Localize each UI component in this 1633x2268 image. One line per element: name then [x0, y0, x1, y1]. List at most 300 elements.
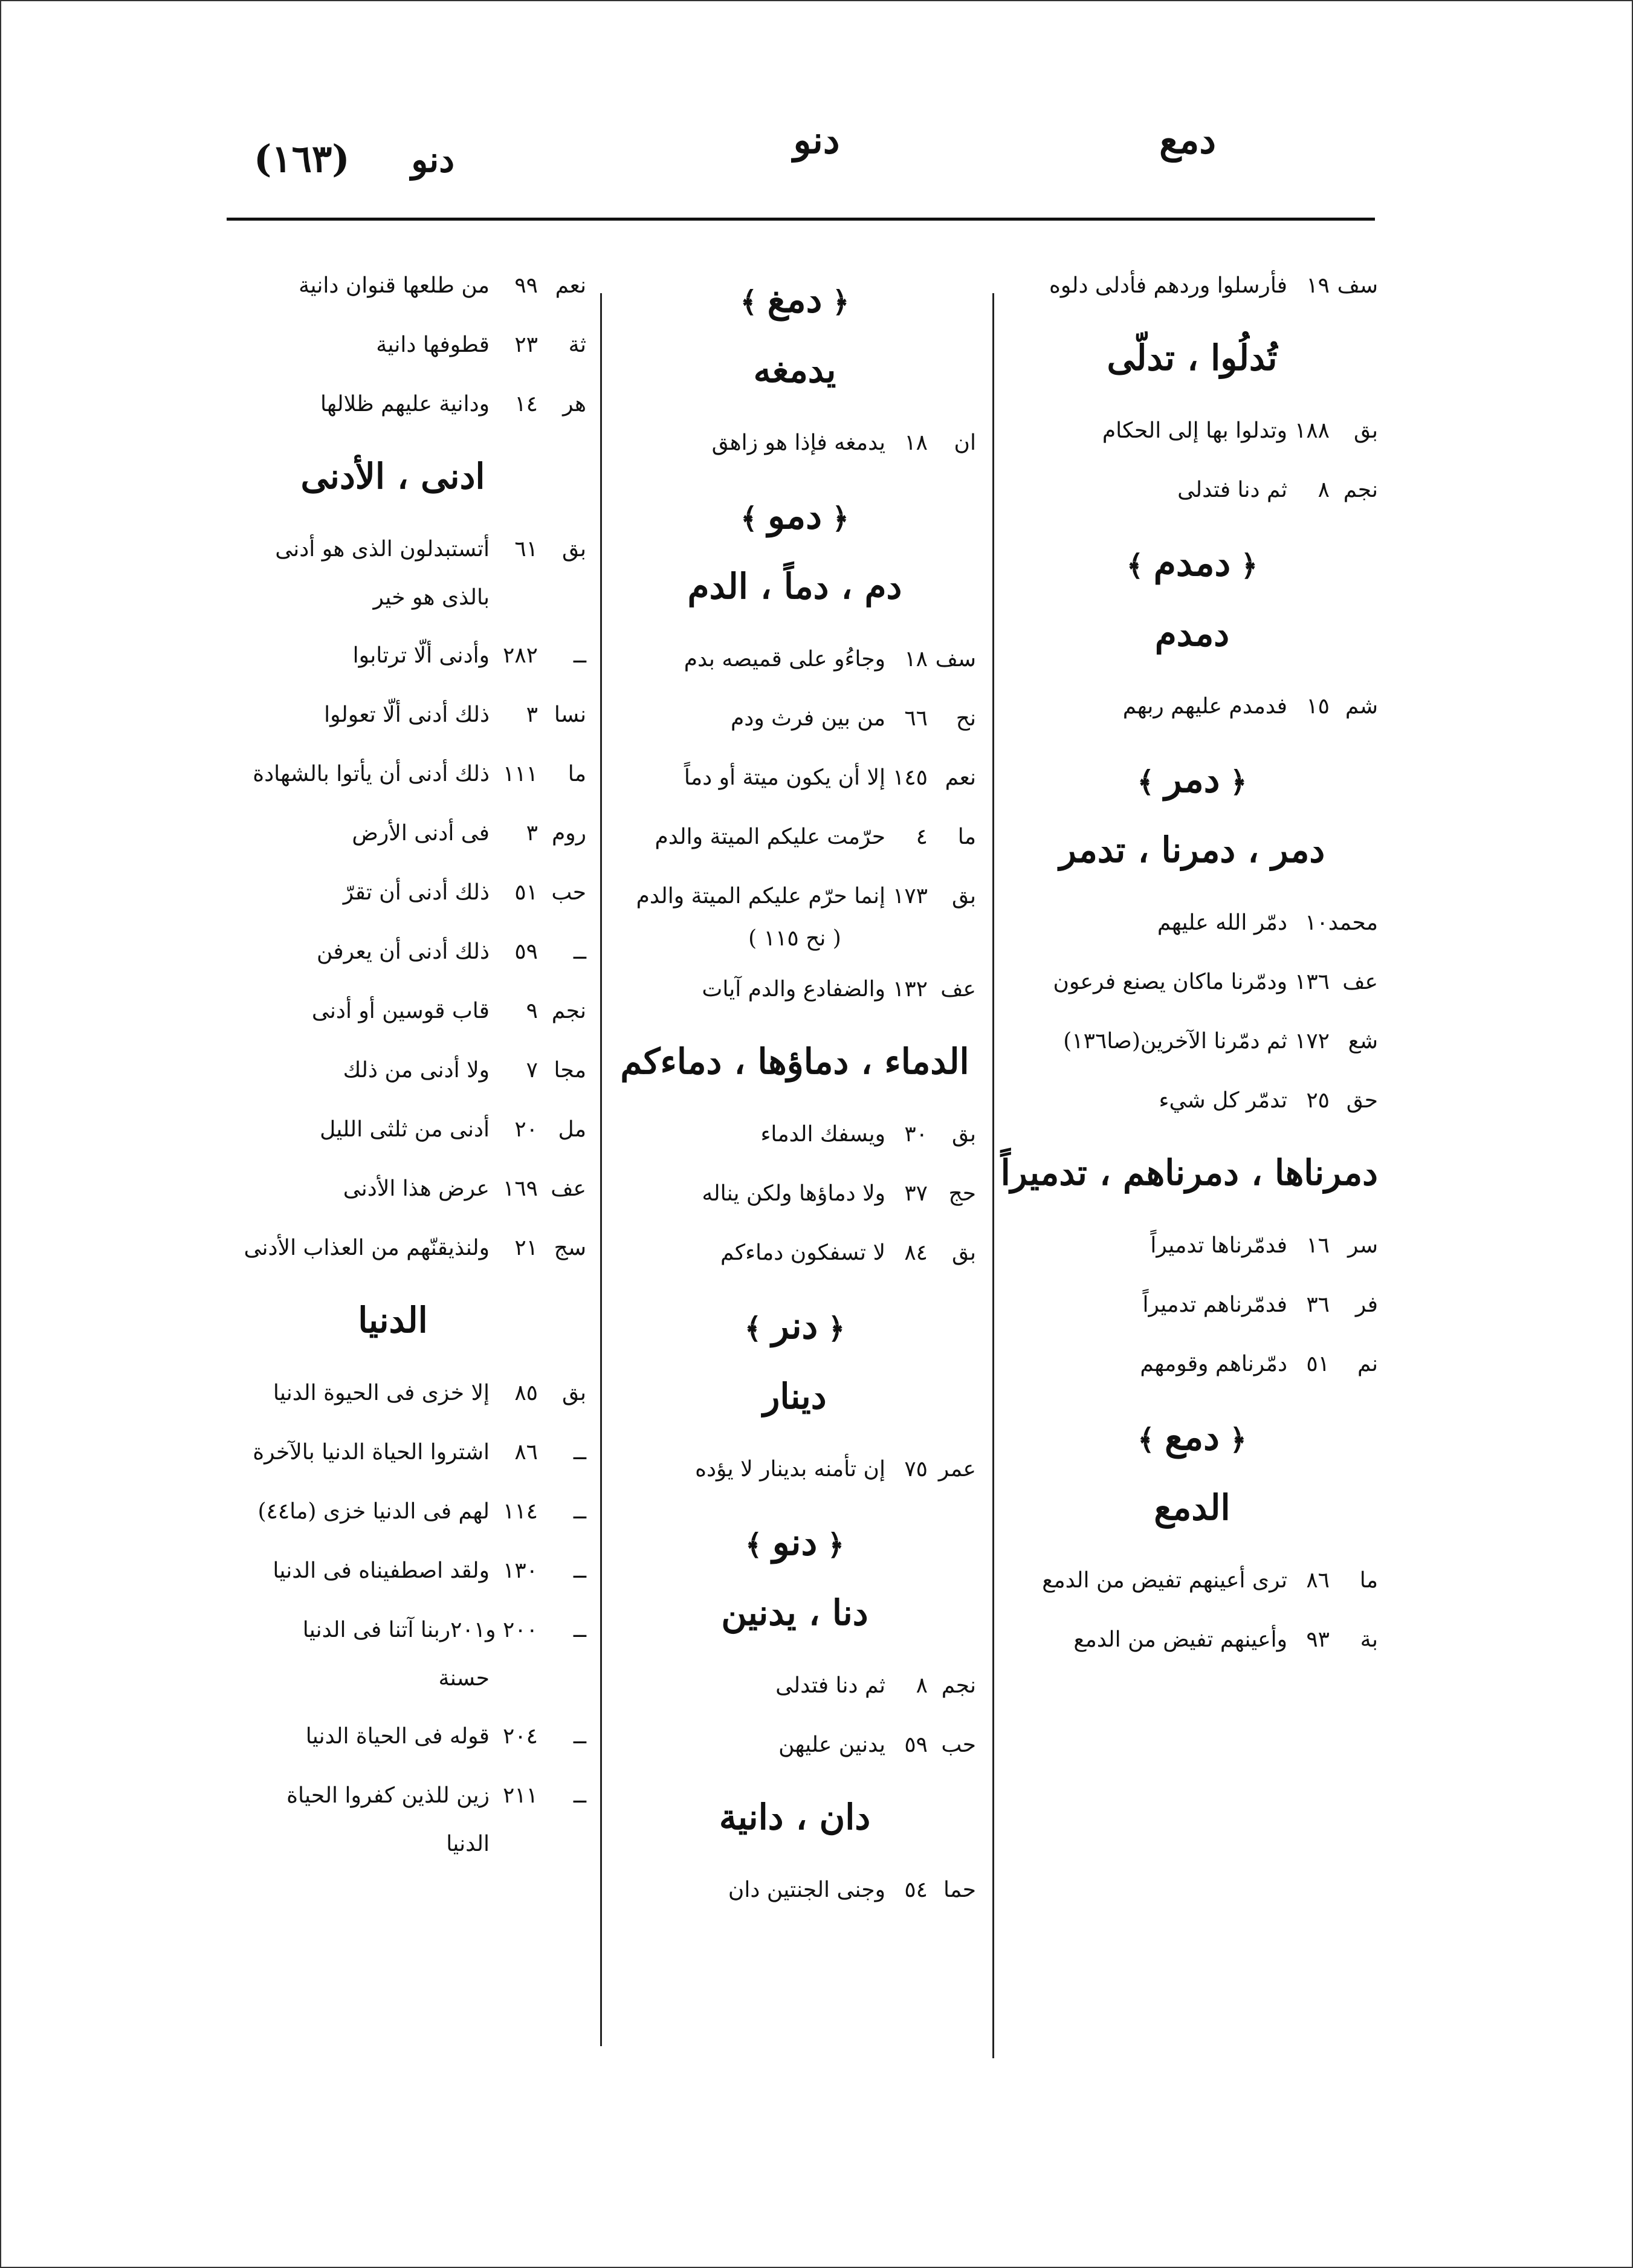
verse-number: ٨٤	[904, 1240, 928, 1265]
root-text: دنو	[772, 1521, 818, 1564]
sura-abbrev: ما	[957, 825, 976, 849]
verse-reference	[1287, 1293, 1378, 1317]
sura-abbrev: ــ	[573, 1724, 586, 1749]
verse-number: ١٣٢	[892, 977, 928, 1002]
verse-number: ٢١١	[502, 1783, 538, 1808]
root-text: دمدم	[1153, 542, 1231, 585]
concordance-entry	[199, 1424, 586, 1483]
verse-reference	[490, 1236, 586, 1260]
ornament-icon: ﴾	[744, 1312, 772, 1346]
verse-number: ٥١	[1306, 1352, 1330, 1376]
verse-number: ٥١	[514, 880, 538, 905]
verse-text: إنما حرّم عليكم الميتة والدم	[636, 884, 885, 909]
verse-text: فدمدم عليهم ربهم	[1122, 694, 1287, 719]
verse-number: ٢٠٠ و٢٠١	[450, 1618, 538, 1642]
root-text: دنر	[771, 1305, 818, 1347]
concordance-entry	[613, 1165, 976, 1224]
concordance-entry	[1006, 1217, 1378, 1276]
verse-reference	[490, 703, 586, 727]
verse-text: فأرسلوا وردهم فأدلى دلوه	[1049, 273, 1287, 298]
verse-number: ٣	[526, 821, 538, 846]
ornament-icon: ﴿	[1219, 1423, 1247, 1457]
concordance-entry	[613, 1224, 976, 1283]
root-heading	[1006, 1411, 1378, 1466]
word-heading: دم ، دماً ، الدم	[687, 566, 902, 607]
verse-text: ذلك أدنى أن تقرّ	[343, 880, 490, 905]
concordance-entry	[1006, 678, 1378, 737]
word-heading: الدنيا	[358, 1300, 428, 1341]
sura-abbrev: ــ	[573, 1558, 586, 1583]
verse-text: ولقد اصطفيناه فى الدنيا	[273, 1558, 490, 1583]
concordance-entry	[199, 805, 586, 864]
concordance-entry	[199, 316, 586, 375]
verse-reference	[885, 1123, 976, 1147]
verse-number: ١٣٠	[502, 1558, 538, 1583]
sura-abbrev: شم	[1345, 694, 1378, 719]
verse-text: حسنة	[438, 1666, 490, 1691]
verse-text: الدنيا	[446, 1832, 490, 1856]
sura-abbrev: ــ	[573, 643, 586, 668]
verse-text: عرض هذا الأدنى	[343, 1176, 490, 1201]
sura-abbrev: نسا	[554, 702, 586, 727]
verse-number: ١٤٥	[892, 765, 928, 790]
concordance-entry	[613, 1106, 976, 1165]
sura-abbrev: نح	[956, 706, 976, 731]
root-text: دمر	[1164, 759, 1220, 801]
verse-reference	[490, 1381, 586, 1405]
sura-abbrev: حما	[943, 1878, 976, 1902]
concordance-entry	[199, 1101, 586, 1160]
verse-number: ٢٣	[514, 332, 538, 357]
verse-text: ودمّرنا ماكان يصنع فرعون	[1053, 970, 1287, 994]
sura-abbrev: سج	[554, 1236, 586, 1260]
verse-text: قوله فى الحياة الدنيا	[305, 1724, 490, 1749]
concordance-entry	[613, 1657, 976, 1716]
header-keyword-left: دنو	[411, 139, 455, 180]
verse-reference	[885, 825, 976, 849]
concordance-entry	[199, 1219, 586, 1278]
verse-number: ٨٦	[514, 1440, 538, 1465]
root-text: دمو	[768, 495, 822, 537]
sura-abbrev: مجا	[554, 1058, 586, 1083]
concordance-entry	[199, 982, 586, 1042]
verse-number: ٣٠	[904, 1122, 928, 1147]
verse-text: من بين فرث ودم	[731, 706, 885, 731]
verse-text: لا تسفكون دماءكم	[720, 1240, 885, 1265]
sura-abbrev: ــ	[573, 1499, 586, 1524]
concordance-entry	[1006, 402, 1378, 461]
verse-number: ١٣٦	[1294, 970, 1330, 994]
verse-text: بالذى هو خير	[373, 585, 490, 610]
concordance-entry	[199, 923, 586, 982]
verse-text: ذلك أدنى أن يأتوا بالشهادة	[253, 762, 490, 786]
ornament-icon: ﴾	[1137, 765, 1165, 799]
ornament-icon: ﴾	[740, 285, 768, 319]
sura-abbrev: نجم	[1343, 478, 1378, 502]
word-heading: ادنى ، الأدنى	[300, 456, 485, 497]
root-heading	[613, 1300, 976, 1355]
sura-abbrev: ــ	[573, 1440, 586, 1465]
verse-text: إلا أن يكون ميتة أو دماً	[684, 765, 885, 790]
concordance-entry	[1006, 894, 1378, 953]
verse-text: إن تأمنه بدينار لا يؤده	[695, 1457, 885, 1482]
sura-abbrev: نجم	[551, 999, 586, 1023]
sura-abbrev: عف	[940, 977, 976, 1002]
verse-reference	[885, 1182, 976, 1206]
concordance-entry	[1006, 1611, 1378, 1670]
verse-number: ٦١	[514, 537, 538, 562]
concordance-entry	[1006, 1072, 1378, 1131]
verse-number: ٢٠	[514, 1117, 538, 1142]
page-header	[218, 118, 1415, 184]
verse-reference	[490, 1058, 586, 1083]
column-middle	[613, 257, 976, 2107]
verse-text: حرّمت عليكم الميتة والدم	[655, 825, 885, 849]
concordance-entry	[613, 808, 976, 867]
verse-reference	[885, 1457, 976, 1482]
verse-reference	[1287, 419, 1378, 443]
sura-abbrev: محمد	[1328, 910, 1378, 935]
sura-abbrev: نعم	[945, 765, 976, 790]
verse-number: ٤	[916, 825, 928, 849]
concordance-entry	[1006, 1012, 1378, 1072]
concordance-entry	[613, 867, 976, 927]
verse-text: اشتروا الحياة الدنيا بالآخرة	[253, 1440, 490, 1465]
verse-text: قطوفها دانية	[376, 332, 490, 357]
verse-reference	[490, 1559, 586, 1583]
root-heading	[1006, 537, 1378, 592]
sura-abbrev: حب	[551, 880, 586, 905]
ornament-icon: ﴾	[745, 1528, 772, 1562]
verse-number: ٥٩	[904, 1732, 928, 1757]
concordance-entry	[613, 690, 976, 749]
verse-number: ٢٠٤	[502, 1724, 538, 1749]
verse-number: ١١١	[502, 762, 538, 786]
root-text: دمغ	[767, 279, 823, 321]
concordance-entry	[199, 1364, 586, 1424]
verse-number: ١٩	[1306, 273, 1330, 298]
verse-reference	[885, 884, 976, 909]
word-heading: الدمع	[1154, 1487, 1230, 1528]
concordance-entry	[1006, 1335, 1378, 1395]
ornament-icon: ﴾	[1126, 549, 1154, 583]
verse-text: يدنين عليهن	[778, 1732, 885, 1757]
verse-number: ٥٩	[514, 939, 538, 964]
verse-number: ١٧٢	[1294, 1029, 1330, 1054]
word-heading: تُدلُوا ، تدلّى	[1107, 337, 1278, 378]
sura-abbrev: بق	[561, 537, 586, 562]
verse-number: ٣	[526, 702, 538, 727]
sura-abbrev: بق	[561, 1381, 586, 1405]
ornament-icon: ﴿	[1220, 765, 1247, 799]
verse-text: ثم دنا فتدلى	[775, 1673, 885, 1698]
verse-reference	[885, 707, 976, 731]
concordance-entry	[199, 1160, 586, 1219]
sura-abbrev: ــ	[573, 1618, 586, 1642]
column-divider	[600, 293, 602, 2046]
verse-number: ١٠	[1305, 910, 1328, 935]
concordance-entry	[613, 1440, 976, 1500]
verse-reference	[490, 537, 586, 562]
verse-reference	[450, 1618, 586, 1642]
verse-reference	[885, 431, 976, 455]
verse-reference	[1287, 695, 1378, 719]
root-heading	[613, 1517, 976, 1571]
verse-reference	[490, 1784, 586, 1808]
verse-reference	[1287, 1029, 1378, 1054]
concordance-entry	[199, 1708, 586, 1767]
verse-text: وجاءُو على قميصه بدم	[684, 647, 885, 672]
word-heading: دنا ، يدنين	[721, 1592, 868, 1633]
ornament-icon: ﴿	[822, 285, 850, 319]
page-number: (١٦٣)	[254, 137, 350, 181]
verse-text: دمّر الله عليهم	[1157, 910, 1287, 935]
verse-reference	[490, 762, 586, 786]
verse-reference	[490, 1118, 586, 1142]
verse-reference	[1287, 1234, 1378, 1258]
sura-abbrev: حج	[948, 1181, 976, 1206]
concordance-entry	[199, 627, 586, 686]
verse-text: والضفادع والدم آيات	[702, 977, 885, 1002]
verse-text: قاب قوسين أو أدنى	[311, 999, 490, 1023]
verse-number: ٣٦	[1306, 1292, 1330, 1317]
concordance-entry	[199, 864, 586, 923]
ornament-icon: ﴿	[818, 1312, 846, 1346]
root-heading	[613, 490, 976, 545]
verse-text: فى أدنى الأرض	[352, 821, 490, 846]
sura-abbrev: مل	[558, 1117, 586, 1142]
concordance-entry	[1006, 257, 1378, 316]
header-left	[254, 118, 454, 204]
verse-number: ٧	[526, 1058, 538, 1083]
verse-reference	[490, 821, 586, 846]
verse-number: ٢٨٢	[502, 643, 538, 668]
column-right	[1000, 257, 1378, 2107]
concordance-entry	[199, 1483, 586, 1542]
verse-reference	[885, 1241, 976, 1265]
verse-reference	[1287, 970, 1378, 994]
sura-abbrev: هر	[563, 392, 586, 416]
sura-abbrev: روم	[551, 821, 586, 846]
verse-text: ولنذيقنّهم من العذاب الأدنى	[244, 1236, 490, 1260]
verse-reference	[490, 392, 586, 416]
verse-text: أتستبدلون الذى هو أدنى	[275, 537, 490, 562]
sura-abbrev: نعم	[555, 273, 586, 298]
concordance-entry	[613, 1861, 976, 1920]
root-text: دمع	[1165, 1416, 1220, 1459]
ornament-icon: ﴾	[740, 502, 768, 536]
verse-text: زين للذين كفروا الحياة	[286, 1783, 490, 1808]
sura-abbrev: فر	[1355, 1292, 1378, 1317]
verse-number: ١٤	[514, 392, 538, 416]
verse-reference	[885, 977, 976, 1002]
verse-number: ٥٤	[904, 1878, 928, 1902]
sura-abbrev: بق	[951, 1240, 976, 1265]
verse-number: ٨	[916, 1673, 928, 1698]
sura-abbrev: بق	[1353, 418, 1378, 443]
verse-text: فدمّرناها تدميراً	[1150, 1233, 1287, 1258]
sura-abbrev: بة	[1360, 1627, 1378, 1652]
verse-number: ٣٧	[904, 1181, 928, 1206]
verse-text: ولا دماؤها ولكن يناله	[702, 1181, 885, 1206]
concordance-entry	[199, 1767, 586, 1826]
sura-abbrev: ثة	[568, 332, 586, 357]
verse-number: ٢١	[514, 1236, 538, 1260]
verse-text: ودانية عليهم ظلالها	[320, 392, 490, 416]
verse-text: ربنا آتنا فى الدنيا	[302, 1618, 451, 1642]
verse-reference	[490, 1177, 586, 1201]
verse-text: تدمّر كل شيء	[1159, 1088, 1287, 1113]
sura-abbrev: ما	[568, 762, 586, 786]
word-heading: يدمغه	[753, 349, 836, 390]
column-divider	[992, 293, 994, 2058]
ornament-icon: ﴾	[1137, 1423, 1165, 1457]
verse-number: ٩٩	[514, 273, 538, 298]
concordance-entry	[1006, 461, 1378, 520]
verse-text: ذلك أدنى أن يعرفن	[316, 939, 490, 964]
verse-reference	[490, 1725, 586, 1749]
concordance-entry	[199, 1601, 586, 1660]
verse-reference	[490, 274, 586, 298]
entry-continuation	[199, 1826, 586, 1873]
verse-number: ٨٦	[1306, 1568, 1330, 1593]
sura-abbrev: سر	[1347, 1233, 1378, 1258]
sura-abbrev: ما	[1359, 1568, 1378, 1593]
verse-text: ثم دمّرنا الآخرين(صا١٣٦)	[1063, 1029, 1287, 1054]
cross-reference: ( نح ١١٥ )	[748, 926, 841, 951]
word-heading: دينار	[763, 1376, 827, 1417]
verse-number: ٨٥	[514, 1381, 538, 1405]
root-heading	[1006, 754, 1378, 808]
concordance-entry	[1006, 953, 1378, 1012]
verse-text: وتدلوا بها إلى الحكام	[1102, 418, 1287, 443]
ornament-icon: ﴿	[1230, 549, 1258, 583]
word-heading: دان ، دانية	[719, 1797, 871, 1838]
concordance-entry	[1006, 1276, 1378, 1335]
verse-number: ٦٦	[904, 706, 928, 731]
verse-number: ١٥	[1306, 694, 1330, 719]
verse-reference	[885, 1674, 976, 1698]
verse-number: ٢٥	[1306, 1088, 1330, 1113]
sura-abbrev: حق	[1346, 1088, 1378, 1113]
concordance-entry	[199, 520, 586, 580]
concordance-entry	[613, 961, 976, 1020]
column-left	[199, 257, 586, 2107]
verse-reference	[490, 999, 586, 1023]
verse-reference	[885, 647, 976, 672]
verse-text: يدمغه فإذا هو زاهق	[711, 430, 885, 455]
verse-number: ٨	[1318, 478, 1330, 502]
verse-text: وأعينهم تفيض من الدمع	[1073, 1627, 1287, 1652]
verse-number: ١٦	[1306, 1233, 1330, 1258]
header-rule	[227, 218, 1375, 221]
verse-reference	[490, 940, 586, 964]
sura-abbrev: سف	[1337, 273, 1378, 298]
verse-number: ٩	[526, 999, 538, 1023]
verse-number: ١٨	[904, 430, 928, 455]
verse-number: ١٦٩	[502, 1176, 538, 1201]
verse-text: من طلعها قنوان دانية	[299, 273, 490, 298]
concordance-entry	[199, 745, 586, 805]
verse-text: أدنى من ثلثى الليل	[320, 1117, 490, 1142]
concordance-entry	[1006, 1552, 1378, 1611]
sura-abbrev: شع	[1348, 1029, 1378, 1054]
header-keyword-right: دمع	[1159, 118, 1216, 162]
concordance-entry	[199, 1042, 586, 1101]
verse-number: ١٨٨	[1294, 418, 1330, 443]
concordance-entry	[613, 414, 976, 473]
sura-abbrev: نجم	[941, 1673, 976, 1698]
verse-number: ٧٥	[904, 1457, 928, 1482]
sura-abbrev: عف	[1342, 970, 1378, 994]
header-keyword-center: دنو	[793, 118, 840, 162]
verse-text: لهم فى الدنيا خزى (ما٤٤)	[257, 1499, 490, 1524]
verse-number: ١٧٣	[892, 884, 928, 909]
verse-text: دمّرناهم وقومهم	[1140, 1352, 1287, 1376]
concordance-entry	[199, 375, 586, 435]
entry-continuation	[199, 580, 586, 627]
word-heading: الدماء ، دماؤها ، دماءكم	[620, 1041, 969, 1082]
verse-number: ٩٣	[1306, 1627, 1330, 1652]
verse-reference	[1287, 911, 1378, 935]
word-heading: دمر ، دمرنا ، تدمر	[1059, 829, 1325, 870]
root-heading	[613, 274, 976, 328]
verse-reference	[1287, 1352, 1378, 1376]
word-heading: دمدم	[1154, 613, 1230, 654]
verse-reference	[1287, 1628, 1378, 1652]
verse-reference	[1287, 478, 1378, 502]
verse-reference	[490, 644, 586, 668]
verse-text: ذلك أدنى ألّا تعولوا	[324, 702, 490, 727]
verse-reference	[490, 1440, 586, 1465]
verse-reference	[490, 333, 586, 357]
verse-text: وجنى الجنتين دان	[728, 1878, 885, 1902]
verse-text: ثم دنا فتدلى	[1177, 478, 1287, 502]
concordance-entry	[199, 257, 586, 316]
verse-reference	[885, 1733, 976, 1757]
verse-text: فدمّرناهم تدميراً	[1142, 1292, 1287, 1317]
verse-text: ولا أدنى من ذلك	[343, 1058, 490, 1083]
sura-abbrev: بق	[951, 1122, 976, 1147]
verse-reference	[1287, 1569, 1378, 1593]
verse-text: وأدنى ألّا ترتابوا	[352, 643, 490, 668]
verse-reference	[885, 766, 976, 790]
verse-number: ١٨	[904, 647, 928, 672]
concordance-entry	[199, 1542, 586, 1601]
ornament-icon: ﴿	[821, 502, 849, 536]
concordance-entry	[199, 686, 586, 745]
concordance-entry	[613, 1716, 976, 1775]
verse-text: ويسفك الدماء	[760, 1122, 885, 1147]
verse-reference	[490, 1500, 586, 1524]
verse-reference	[1287, 274, 1378, 298]
verse-reference	[490, 881, 586, 905]
sura-abbrev: ان	[954, 430, 976, 455]
verse-number: ١١٤	[502, 1499, 538, 1524]
sura-abbrev: عف	[551, 1176, 586, 1201]
sura-abbrev: نم	[1357, 1352, 1378, 1376]
verse-text: ترى أعينهم تفيض من الدمع	[1042, 1568, 1287, 1593]
sura-abbrev: حب	[941, 1732, 976, 1757]
sura-abbrev: سف	[935, 647, 976, 672]
sura-abbrev: عمر	[938, 1457, 976, 1482]
word-heading: دمرناها ، دمرناهم ، تدميراً	[1000, 1152, 1378, 1193]
sura-abbrev: ــ	[573, 1783, 586, 1808]
verse-text: إلا خزى فى الحيوة الدنيا	[273, 1381, 490, 1405]
entry-continuation	[199, 1660, 586, 1708]
sura-abbrev: بق	[951, 884, 976, 909]
ornament-icon: ﴿	[817, 1528, 845, 1562]
